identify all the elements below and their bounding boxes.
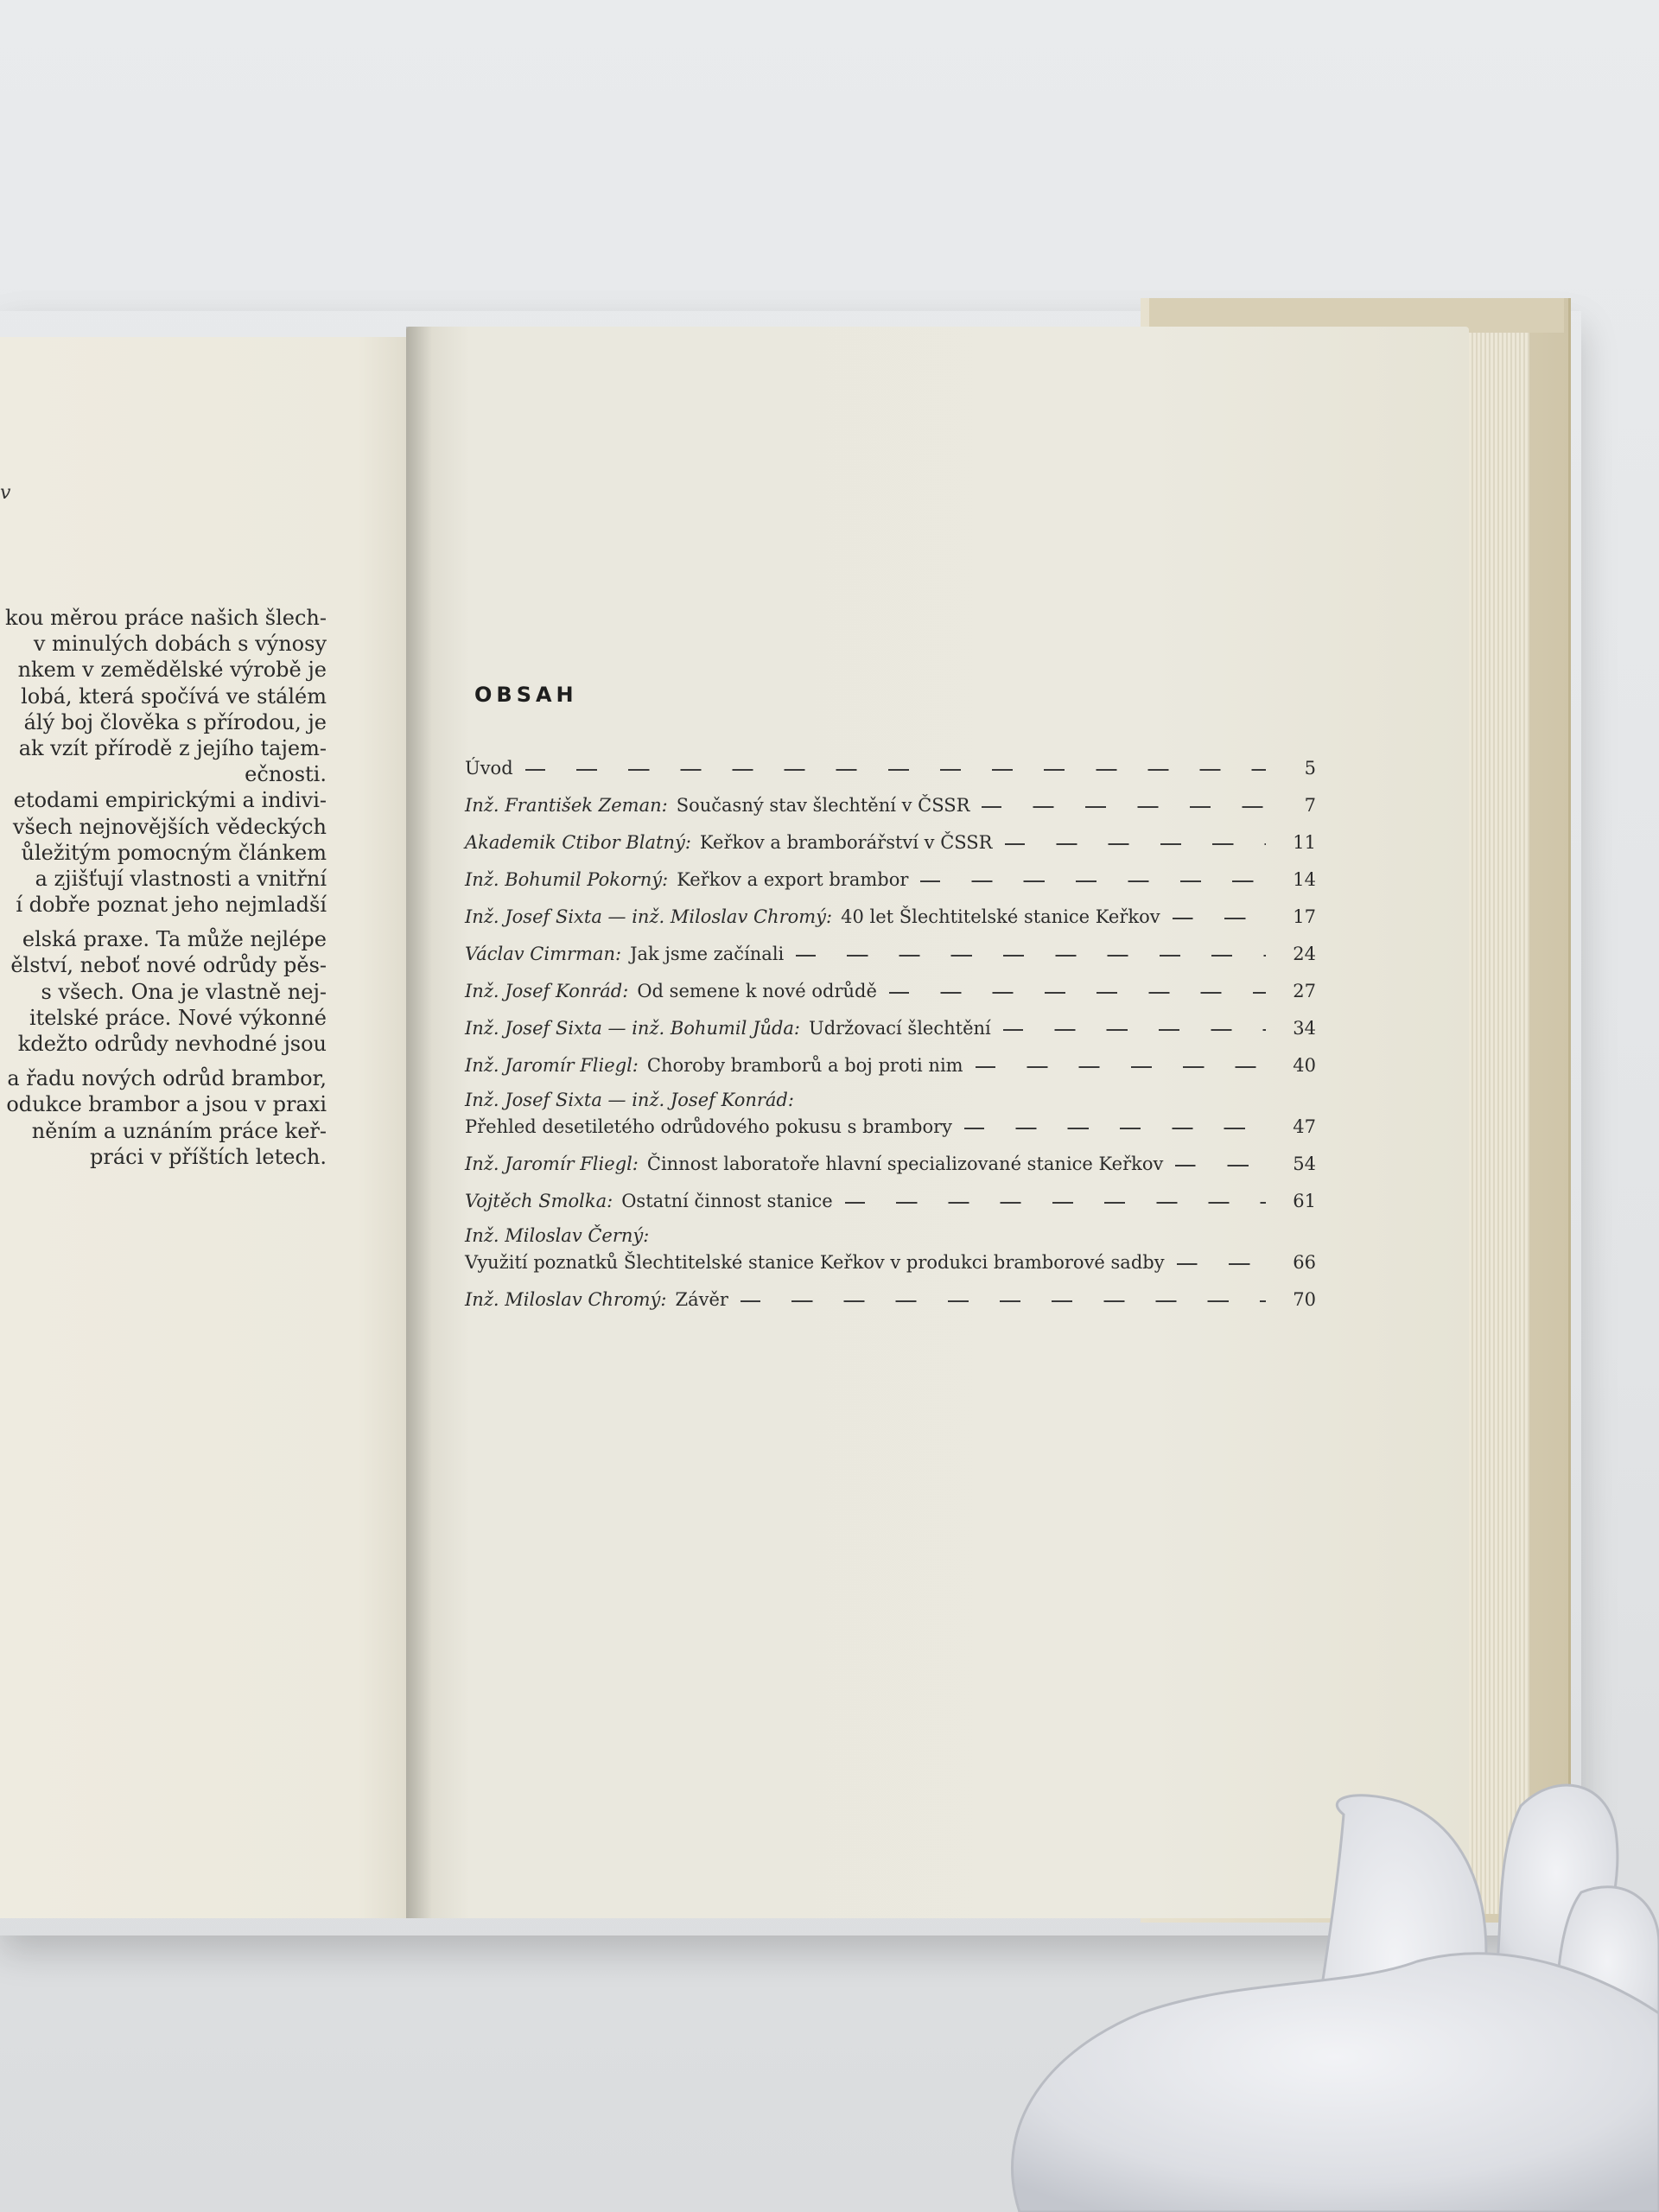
toc-page-number: 7 [1304,795,1316,816]
toc-title: Závěr [675,1289,728,1310]
glove-palm [1012,1954,1659,2212]
left-page-line: í dobře poznat jeho nejmladší [16,893,327,918]
left-page-line: elská praxe. Ta může nejlépe [22,927,327,952]
toc-page-number: 14 [1293,869,1316,890]
toc-author: Inž. Miloslav Černý: [465,1225,650,1246]
toc-title: Keřkov a bramborářství v ČSSR [699,832,993,853]
toc-author: Inž. Josef Sixta — inž. Miloslav Chromý: [465,906,833,927]
left-page-line: lobá, která spočívá ve stálém [21,683,327,709]
left-page-line: nkem v zemědělské výrobě je [17,658,327,683]
toc-page-number: 66 [1293,1252,1316,1273]
left-page-line: etodami empirickými a indivi- [13,788,327,813]
toc-author: Vojtěch Smolka: [465,1191,613,1211]
toc-author: Inž. František Zeman: [465,795,668,816]
toc-page-number: 47 [1293,1116,1316,1137]
toc-title: Jak jsme začínali [630,944,785,964]
toc-page-number: 40 [1293,1055,1316,1076]
left-page-line: álý boj člověka s přírodou, je [23,709,327,734]
left-page-line: odukce brambor a jsou v praxi [6,1092,327,1117]
left-page-line: a zjišťují vlastnosti a vnitřní [35,866,327,891]
toc-author: Akademik Ctibor Blatný: [465,832,691,853]
left-page-line: itelské práce. Nové výkonné [29,1005,327,1030]
left-page-line: kdežto odrůdy nevhodné jsou [17,1032,327,1056]
left-page-line: kou měrou práce našich šlech- [5,606,327,630]
toc-page-number: 24 [1293,944,1316,964]
toc-title: Udržovací šlechtění [809,1018,991,1039]
toc-page-number: 17 [1293,906,1316,927]
toc-title: Úvod [465,758,513,779]
left-page-line: a řadu nových odrůd brambor, [7,1066,327,1091]
toc-page-number: 54 [1293,1154,1316,1174]
toc-author: Inž. Bohumil Pokorný: [465,869,669,890]
left-page-line: ak vzít přírodě z jejího tajem- [18,735,327,760]
left-page-line: ělství, neboť nové odrůdy pěs- [10,953,327,978]
toc-title: Činnost laboratoře hlavní specializované stanice Keřkov [646,1154,1164,1174]
toc-author: Inž. Jaromír Fliegl: [465,1154,639,1174]
toc-page-number: 61 [1293,1191,1316,1211]
toc-title: Keřkov a export brambor [677,869,909,890]
toc-author: Inž. Jaromír Fliegl: [465,1055,639,1076]
contents-heading: OBSAH [474,683,578,707]
toc-author: Václav Cimrman: [465,944,622,964]
toc-page-number: 34 [1293,1018,1316,1039]
toc-page-number: 27 [1293,981,1316,1001]
toc-author: Inž. Miloslav Chromý: [465,1289,667,1310]
toc-page-number: 70 [1293,1289,1316,1310]
left-page-line: práci v příštích letech. [89,1144,327,1169]
left-page-stray-letter: v [0,482,11,504]
toc-title: Od semene k nové odrůdě [637,981,877,1001]
toc-author: Inž. Josef Sixta — inž. Bohumil Jůda: [465,1018,800,1039]
left-page-line: ůležitým pomocným článkem [21,840,327,865]
left-page-line: ečnosti. [245,762,327,787]
toc-author: Inž. Josef Konrád: [465,981,629,1001]
toc-title: Využití poznatků Šlechtitelské stanice Keřkov v produkci bramborové sadby [465,1252,1165,1273]
toc-title: Ostatní činnost stanice [621,1191,833,1211]
toc-author: Inž. Josef Sixta — inž. Josef Konrád: [465,1090,794,1110]
left-page-line: s všech. Ona je vlastně nej- [41,979,327,1004]
left-page-line: něním a uznáním práce keř- [31,1118,327,1143]
toc-page-number: 11 [1293,832,1316,853]
toc-title: Přehled desetiletého odrůdového pokusu s brambory [465,1116,953,1137]
toc-title: Současný stav šlechtění v ČSSR [676,795,970,816]
toc-title: Choroby bramborů a boj proti nim [646,1055,963,1076]
toc-page-number: 5 [1304,758,1316,779]
toc-title: 40 let Šlechtitelské stanice Keřkov [841,906,1160,927]
left-page-line: všech nejnovějších vědeckých [12,814,327,839]
left-page-line: v minulých dobách s výnosy [33,632,327,657]
